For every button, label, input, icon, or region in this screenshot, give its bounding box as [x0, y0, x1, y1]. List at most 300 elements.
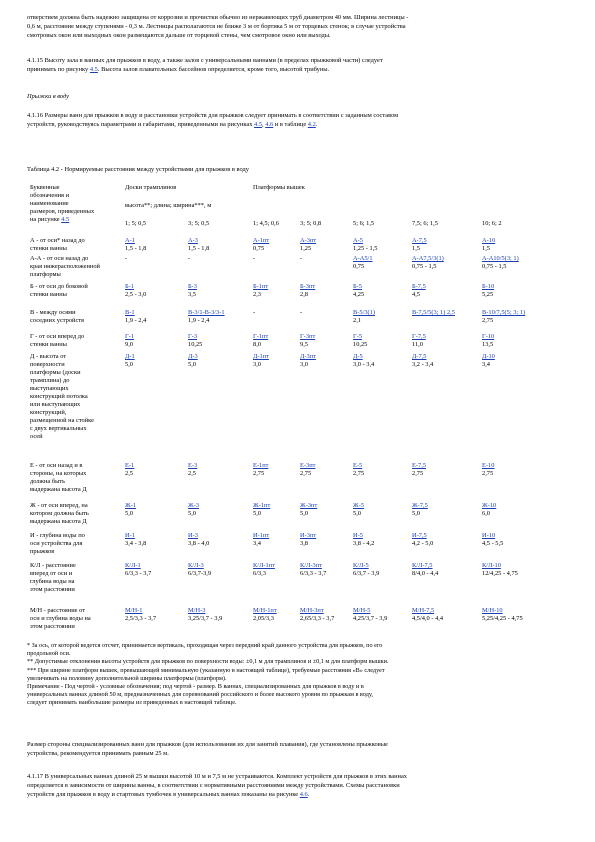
cell-value: 5,0 — [300, 510, 308, 517]
cell-designation[interactable]: Е-1пт — [253, 462, 269, 469]
head-col1-line: обозначения и — [30, 192, 70, 199]
table-cell — [412, 353, 433, 369]
table-cell — [482, 237, 495, 253]
cell-designation[interactable]: В-5/3(1) — [353, 309, 376, 316]
cell-value: 10,25 — [188, 341, 203, 348]
cell-designation: - — [188, 255, 191, 262]
row-label-line: А-А - от оси назад до — [30, 255, 89, 262]
cell-designation[interactable]: Г-3 — [188, 333, 198, 340]
table-cell — [125, 309, 146, 325]
row-label-line: этом расстоянии — [30, 586, 75, 593]
table-cell — [253, 502, 270, 518]
cell-designation[interactable]: И-7,5 — [412, 532, 427, 539]
row-label — [30, 237, 118, 253]
row-label — [30, 333, 118, 349]
row-label-line: этом расстоянии — [30, 623, 75, 630]
note-line: следует принимать наибольшие размеры из приведенных в настоящей таблице. — [27, 699, 237, 707]
table-cell — [482, 502, 496, 518]
note-line: продольной оси. — [27, 650, 71, 658]
cell-designation[interactable]: А-А10/5(3; 1) — [482, 255, 519, 262]
cell-value: 5,0 — [412, 510, 420, 517]
table-cell — [188, 607, 222, 623]
table-cell — [412, 309, 455, 317]
cell-designation[interactable]: К/Л-5 — [353, 562, 369, 569]
cell-value: 5,0 — [188, 361, 196, 368]
table-cell — [125, 532, 146, 548]
cell-value: 2,75 — [353, 470, 365, 477]
cell-designation[interactable]: Д-7,5 — [412, 353, 427, 360]
figure-link-4-5[interactable]: 4.5 — [89, 66, 98, 73]
punctuation: . — [307, 791, 310, 798]
row-label-line: вперед от оси и — [30, 570, 73, 577]
table-cell — [188, 333, 202, 349]
cell-designation[interactable]: Е-3 — [188, 462, 198, 469]
table-cell — [253, 237, 269, 253]
cell-value: 6/3,3 - 3,7 — [300, 570, 327, 577]
row-label-line: с двух вертикальных — [30, 425, 87, 432]
cell-value: 1,9 - 2,4 — [125, 317, 147, 324]
column-header: 5; 6; 1,5 — [353, 220, 375, 227]
cell-designation[interactable]: И-10 — [482, 532, 496, 539]
cell-designation[interactable]: А-А5/1 — [353, 255, 373, 262]
figure-link-4-5[interactable]: 4.5 — [254, 121, 263, 128]
row-label — [30, 353, 118, 441]
cell-value: 2,75 — [482, 470, 494, 477]
clause-text: устройств для прыжков в воду и стартовых тумбочек в универсальных ваннах показаны на рисунке — [27, 791, 299, 798]
row-label — [30, 255, 118, 279]
table-cell — [125, 607, 156, 623]
table-cell — [482, 562, 518, 578]
row-label-line: размещенной на стойке — [30, 417, 94, 424]
cell-value: 6/3,3 - 3,7 — [125, 570, 152, 577]
clause-text: В универсальных ваннах длиной 25 м вышки высотой 10 м и 7,5 м не устраиваются. Комплект устройств для прыжков в этих ваннах — [44, 773, 407, 780]
cell-value: 3,0 — [253, 361, 261, 368]
column-header: 7,5; 6; 1,5 — [412, 220, 438, 227]
table-cell — [300, 353, 316, 369]
table-cell — [253, 532, 269, 548]
cell-designation[interactable]: Е-7,5 — [412, 462, 427, 469]
table-cell — [482, 255, 519, 271]
cell-designation[interactable]: М/Н-3пт — [300, 607, 324, 614]
row-label-line: выдержана высота Д — [30, 486, 87, 493]
row-label-line: оси и глубина воды на — [30, 615, 91, 622]
table-cell — [188, 309, 225, 325]
cell-designation[interactable]: В-3/1-В-3/3-1 — [188, 309, 225, 316]
table-cell — [412, 333, 426, 349]
cell-value: 3,5 — [188, 291, 196, 298]
cell-value: 8/4,0 - 4,4 — [412, 570, 439, 577]
cell-value: 8,0 — [253, 341, 261, 348]
cell-value: 2,5/3,3 - 3,7 — [125, 615, 157, 622]
row-label-line: В - между осями — [30, 309, 76, 316]
cell-value: 2,75 — [412, 470, 424, 477]
cell-designation[interactable]: Е-1 — [125, 462, 135, 469]
cell-value: 2,5 — [125, 470, 133, 477]
column-header: 1; 5; 0,5 — [125, 220, 147, 227]
table-notes — [27, 642, 572, 708]
cell-designation[interactable]: Б-7,5 — [412, 283, 426, 290]
cell-designation[interactable]: Д-5 — [353, 353, 363, 360]
cell-value: 0,75 - 1,5 — [412, 263, 437, 270]
cell-designation[interactable]: И-1 — [125, 532, 135, 539]
row-label-line: осей — [30, 433, 43, 440]
table-cell — [482, 309, 525, 325]
cell-value: 4,5/4,0 - 4,4 — [412, 615, 444, 622]
cell-value: 1,5 - 1,8 — [125, 245, 147, 252]
cell-designation[interactable]: А-3пт — [300, 237, 317, 244]
cell-value: 4,5 - 5,5 — [482, 540, 504, 547]
cell-value: 2,75 — [482, 317, 494, 324]
cell-designation[interactable]: Б-1пт — [253, 283, 269, 290]
note-line: *** При ширине платформ вышек, превышающей минимальную (указанную в настоящей таблице), требуемые расстояния «В» следует — [27, 666, 385, 674]
table-cell — [353, 562, 379, 578]
cell-designation[interactable]: К/Л-3 — [188, 562, 204, 569]
clause-number: 4.1.15 — [27, 57, 43, 64]
clause-text: Размеры ванн для прыжков в воду и расстановки устройств для прыжков следует принимать в соответствии с заданным составом — [44, 112, 399, 119]
cell-designation[interactable]: Ж-5 — [353, 502, 365, 509]
figure-link-4-6[interactable]: 4.6 — [265, 121, 274, 128]
table-cell — [300, 237, 316, 253]
row-label — [30, 462, 118, 494]
table-cell — [125, 353, 135, 369]
cell-designation[interactable]: М/Н-7,5 — [412, 607, 435, 614]
cell-designation[interactable]: Ж-10 — [482, 502, 497, 509]
row-label — [30, 309, 118, 325]
cell-designation[interactable]: А-7,5 — [412, 237, 427, 244]
row-label-line: выступающих — [30, 385, 69, 392]
cell-value: 6/3,3 — [253, 570, 266, 577]
cell-value: 2,75 — [300, 470, 312, 477]
cell-value: 3,8 - 4,0 — [188, 540, 210, 547]
cell-designation[interactable]: Ж-7,5 — [412, 502, 428, 509]
table-cell — [482, 283, 494, 299]
table-cell — [412, 462, 426, 478]
cell-value: 2,1 — [353, 317, 361, 324]
table-head-sub: высота**; длина; ширина***, м — [125, 202, 212, 209]
row-label-line: прыжков — [30, 548, 55, 555]
cell-designation[interactable]: Д-1пт — [253, 353, 269, 360]
cell-designation[interactable]: Г-1 — [125, 333, 135, 340]
cell-designation[interactable]: А-1пт — [253, 237, 270, 244]
cell-designation[interactable]: К/Л-1 — [125, 562, 141, 569]
row-label — [30, 607, 118, 631]
row-label-line: Д - высота от — [30, 353, 67, 360]
cell-value: 4,2 - 5,0 — [412, 540, 434, 547]
table-cell — [482, 353, 495, 369]
row-label-line: Б - от оси до боковой — [30, 283, 88, 290]
cell-designation[interactable]: И-3пт — [300, 532, 317, 539]
cell-value: 9,5 — [300, 341, 308, 348]
cell-value: 2,5 — [188, 470, 196, 477]
cell-value: 4,25 — [353, 291, 365, 298]
cell-value: 3,8 - 4,2 — [353, 540, 375, 547]
column-header: 3; 5; 0,5 — [188, 220, 210, 227]
row-label-line: должна быть — [30, 478, 66, 485]
clause-text: . Высота залов плавательных бассейнов определяется, кроме того, высотой трибуны. — [97, 66, 330, 73]
row-label-line: Е - от оси назад и в — [30, 462, 83, 469]
cell-value: 6/3,7 - 3,9 — [353, 570, 380, 577]
cell-value: 3,2 - 3,4 — [412, 361, 434, 368]
table-cell — [300, 255, 302, 263]
table-cell — [188, 462, 197, 478]
table-cell — [412, 562, 438, 578]
cell-designation[interactable]: И-3 — [188, 532, 198, 539]
row-label-line: поверхности — [30, 361, 65, 368]
cell-value: 2,75 — [253, 470, 265, 477]
cell-designation[interactable]: К/Л-7,5 — [412, 562, 433, 569]
cell-designation[interactable]: К/Л-3пт — [300, 562, 322, 569]
row-label-line: края нижерасположенной — [30, 263, 100, 270]
table-cell — [412, 283, 426, 299]
table-cell — [353, 309, 375, 325]
table-cell — [253, 333, 268, 349]
cell-designation[interactable]: Б-5 — [353, 283, 362, 290]
row-label-line: или выступающих — [30, 401, 81, 408]
paragraph-line: устройства, рекомендуется принимать равным 25 м. — [27, 750, 169, 757]
table-cell — [188, 255, 190, 263]
row-label-line: стенки ванны — [30, 245, 67, 252]
row-label — [30, 502, 118, 526]
cell-designation: - — [300, 255, 303, 262]
row-label-line: М/Н - расстояние от — [30, 607, 86, 614]
table-cell — [300, 283, 315, 299]
table-cell — [125, 502, 136, 518]
cell-value: 3,4 - 3,8 — [125, 540, 147, 547]
cell-value: 1,25 - 1,5 — [353, 245, 378, 252]
cell-designation[interactable]: Б-10 — [482, 283, 495, 290]
clause-number: 4.1.17 — [27, 773, 43, 780]
head-col1-line: Буквенные — [30, 184, 60, 191]
row-label — [30, 283, 118, 299]
cell-value: 1,5 — [482, 245, 490, 252]
table-cell — [412, 607, 443, 623]
row-label-line: стенки ванны — [30, 341, 67, 348]
table-cell — [353, 353, 374, 369]
cell-value: 5,0 — [125, 510, 133, 517]
cell-value: 6,0 — [482, 510, 490, 517]
note-line: увеличивать на половину дополнительной ширины платформы (платформ). — [27, 674, 227, 682]
table-cell — [253, 309, 255, 317]
table-cell — [188, 283, 197, 299]
note-line: ** Допустимые отклонения высоты устройств для прыжков по поверхности воды: ±0,1 м для трамплинов и ±0,1 м для платформ вышки. — [27, 658, 389, 666]
note-line: * За ось, от которой ведется отсчет, принимается вертикаль, проходящая через передний край данного устройства для прыжков, по его — [27, 642, 383, 649]
column-header: 10; 6; 2 — [482, 220, 502, 227]
cell-designation[interactable]: Ж-1 — [125, 502, 137, 509]
cell-designation: - — [253, 309, 256, 316]
table-cell — [300, 532, 316, 548]
cell-designation[interactable]: В-7,5/5(3; 1) 2,5 — [412, 309, 455, 316]
cell-designation[interactable]: А-10 — [482, 237, 496, 244]
cell-value: 3,8 — [300, 540, 308, 547]
table-cell — [353, 255, 373, 271]
cell-value: 5,25 — [482, 291, 494, 298]
cell-value: 10,25 — [353, 341, 368, 348]
paragraph-4-1-16 — [27, 111, 572, 129]
cell-designation[interactable]: Б-1 — [125, 283, 134, 290]
intro-paragraph — [27, 13, 572, 40]
table-cell — [188, 532, 209, 548]
cell-value: 5,0 — [253, 510, 261, 517]
row-label — [30, 532, 118, 556]
head-col1-line: наименование — [30, 200, 69, 207]
column-header: 1; 4,5; 0,6 — [253, 220, 279, 227]
cell-value: 3,0 — [300, 361, 308, 368]
intro-line-2: 0,6 м, расстояние между ступенями - 0,3 м. Лестницы располагаются не ближе 3 м от бортика 5 м от торцевых стенок; в случае устройства — [27, 23, 406, 30]
cell-designation[interactable]: Г-10 — [482, 333, 495, 340]
cell-value: 4,5 — [412, 291, 420, 298]
cell-value: 3,0 - 3,4 — [353, 361, 375, 368]
row-label-line: стенки ванны — [30, 291, 67, 298]
row-label — [30, 562, 118, 594]
cell-designation[interactable]: М/Н-10 — [482, 607, 503, 614]
section-heading: Прыжки в воду — [27, 93, 70, 100]
row-label-line: К/Л - расстояние — [30, 562, 76, 569]
cell-designation[interactable]: Г-7,5 — [412, 333, 426, 340]
table-cell — [412, 237, 427, 253]
cell-value: 0,75 — [353, 263, 365, 270]
cell-value: 1,5 — [412, 245, 420, 252]
cell-value: 9,0 — [125, 341, 133, 348]
table-cell — [188, 353, 198, 369]
intro-line-3: смотровых окон или выходных окон размещаются дальше от торцевой стены, чем смотровое окно или выходы. — [27, 32, 331, 39]
paragraph-4-1-15 — [27, 56, 572, 74]
table-cell — [482, 462, 494, 478]
punctuation: . — [315, 121, 318, 128]
cell-value: 1,5 - 1,8 — [188, 245, 210, 252]
cell-designation[interactable]: Д-10 — [482, 353, 495, 360]
note-line: универсальных ваннах длиной 50 м, предназначенных для соревнований российского и более высокого уровня по прыжкам в воду, — [27, 691, 373, 699]
cell-value: 4,25/3,7 - 3,9 — [353, 615, 388, 622]
clause-text: устройств, руководствуясь параметрами и габаритами, приведенными на рисунках — [27, 121, 253, 128]
table-cell — [125, 462, 134, 478]
cell-designation[interactable]: К/Л-10 — [482, 562, 501, 569]
table-cell — [353, 237, 378, 253]
intro-line-1: отверстием должна быть надежно защищена от коррозии и прочистки обычно из нержавеющих труб диаметром 40 мм. Ширина лестницы - — [27, 14, 409, 21]
table-cell — [482, 333, 494, 349]
clause-text: определяется в зависимости от ширины ванны, в соответствии с нормативными расстояниями между устройствами. Схемы расстановки — [27, 782, 400, 789]
table-head-towers: Доски трамплинов — [125, 184, 177, 191]
cell-designation[interactable]: Е-10 — [482, 462, 495, 469]
table-cell — [353, 283, 364, 299]
cell-value: 2,65/3,3 - 3,7 — [300, 615, 335, 622]
row-label-line: трамплина) до — [30, 377, 70, 384]
cell-designation: - — [125, 255, 128, 262]
cell-value: 2,8 — [300, 291, 308, 298]
cell-value: 6/3,7-3,9 — [188, 570, 212, 577]
cell-value: 0,75 — [253, 245, 265, 252]
row-label-line: конструкций потолка — [30, 393, 88, 400]
clause-text: и в таблице — [274, 121, 307, 128]
row-label-line: котором должна быть — [30, 510, 89, 517]
cell-value: 3,4 — [482, 361, 490, 368]
cell-designation[interactable]: А-1 — [125, 237, 135, 244]
cell-value: 13,5 — [482, 341, 494, 348]
cell-designation[interactable]: Ж-3пт — [300, 502, 318, 509]
table-cell — [353, 607, 387, 623]
cell-designation[interactable]: А-5 — [353, 237, 363, 244]
table-cell — [125, 333, 134, 349]
table-cell — [125, 237, 146, 253]
cell-designation: - — [300, 309, 303, 316]
table-link-4-2[interactable]: 4.2 — [307, 121, 316, 128]
cell-designation[interactable]: Ж-1пт — [253, 502, 271, 509]
cell-designation[interactable]: М/Н-1пт — [253, 607, 277, 614]
cell-designation[interactable]: А-3 — [188, 237, 198, 244]
table-cell — [300, 502, 317, 518]
paragraph-line: Размер стороны специализированных ванн для прыжков (для использования их для занятий плавания), где установлены прыжковые — [27, 741, 388, 748]
figure-link-4-6[interactable]: 4.6 — [299, 791, 308, 798]
table-cell — [482, 532, 503, 548]
cell-value: 3,25/3,7 - 3,9 — [188, 615, 223, 622]
figure-link-4-5[interactable]: 4.5 — [61, 216, 70, 223]
clause-text: принимать по рисунку — [27, 66, 89, 73]
row-label-line: Г - от оси вперед до — [30, 333, 85, 340]
table-cell — [300, 562, 326, 578]
cell-value: 2,05/3,3 — [253, 615, 274, 622]
cell-designation[interactable]: Г-5 — [353, 333, 363, 340]
cell-value: 5,0 — [125, 361, 133, 368]
cell-designation[interactable]: К/Л-1пт — [253, 562, 275, 569]
cell-designation[interactable]: М/Н-5 — [353, 607, 371, 614]
table-cell — [253, 562, 275, 578]
cell-designation[interactable]: И-5 — [353, 532, 363, 539]
table-head-col1 — [30, 184, 125, 224]
paragraph-4-1-17 — [27, 772, 572, 799]
cell-designation[interactable]: М/Н-1 — [125, 607, 143, 614]
table-cell — [253, 255, 255, 263]
row-label-line: платформы — [30, 271, 61, 278]
table-cell — [253, 283, 268, 299]
table-cell — [125, 562, 151, 578]
cell-designation[interactable]: Е-5 — [353, 462, 363, 469]
table-cell — [188, 237, 209, 253]
cell-designation[interactable]: Б-3пт — [300, 283, 316, 290]
row-label-line: стороны, на которых — [30, 470, 87, 477]
cell-designation[interactable]: А-А7,5/3(1) — [412, 255, 444, 262]
clause-number: 4.1.16 — [27, 112, 43, 119]
table-cell — [412, 255, 444, 271]
cell-designation[interactable]: И-1пт — [253, 532, 270, 539]
cell-designation[interactable]: Г-1пт — [253, 333, 269, 340]
cell-designation[interactable]: Ж-3 — [188, 502, 200, 509]
cell-designation[interactable]: Д-1 — [125, 353, 135, 360]
table-cell — [353, 462, 364, 478]
row-label-line: глубина воды на — [30, 578, 75, 585]
table-cell — [300, 333, 315, 349]
cell-designation: - — [253, 255, 256, 262]
row-label-line: соседних устройств — [30, 317, 85, 324]
head-col1-line: размеров, приведенных — [30, 208, 95, 215]
row-label-line: А - от оси* назад до — [30, 237, 85, 244]
table-cell — [253, 353, 269, 369]
cell-value: 1,9 - 2,4 — [188, 317, 210, 324]
cell-designation[interactable]: В-10/7,5(5; 3; 1) — [482, 309, 526, 316]
cell-designation[interactable]: В-1 — [125, 309, 135, 316]
cell-value: 0,75 - 1,5 — [482, 263, 507, 270]
table-cell — [300, 309, 302, 317]
punctuation: , — [262, 121, 264, 128]
cell-designation[interactable]: Г-3пт — [300, 333, 316, 340]
cell-designation[interactable]: Д-3пт — [300, 353, 316, 360]
table-cell — [353, 532, 374, 548]
cell-designation[interactable]: Б-3 — [188, 283, 197, 290]
cell-designation[interactable]: Д-3 — [188, 353, 198, 360]
clause-text: Высоту зала в ванных для прыжков в воду, а также залов с универсальными ваннами (в пределах прыжковой части) следует — [44, 57, 383, 64]
cell-designation[interactable]: Е-3пт — [300, 462, 316, 469]
table-cell — [125, 283, 146, 299]
cell-designation[interactable]: М/Н-3 — [188, 607, 206, 614]
cell-value: 2,3 — [253, 291, 261, 298]
